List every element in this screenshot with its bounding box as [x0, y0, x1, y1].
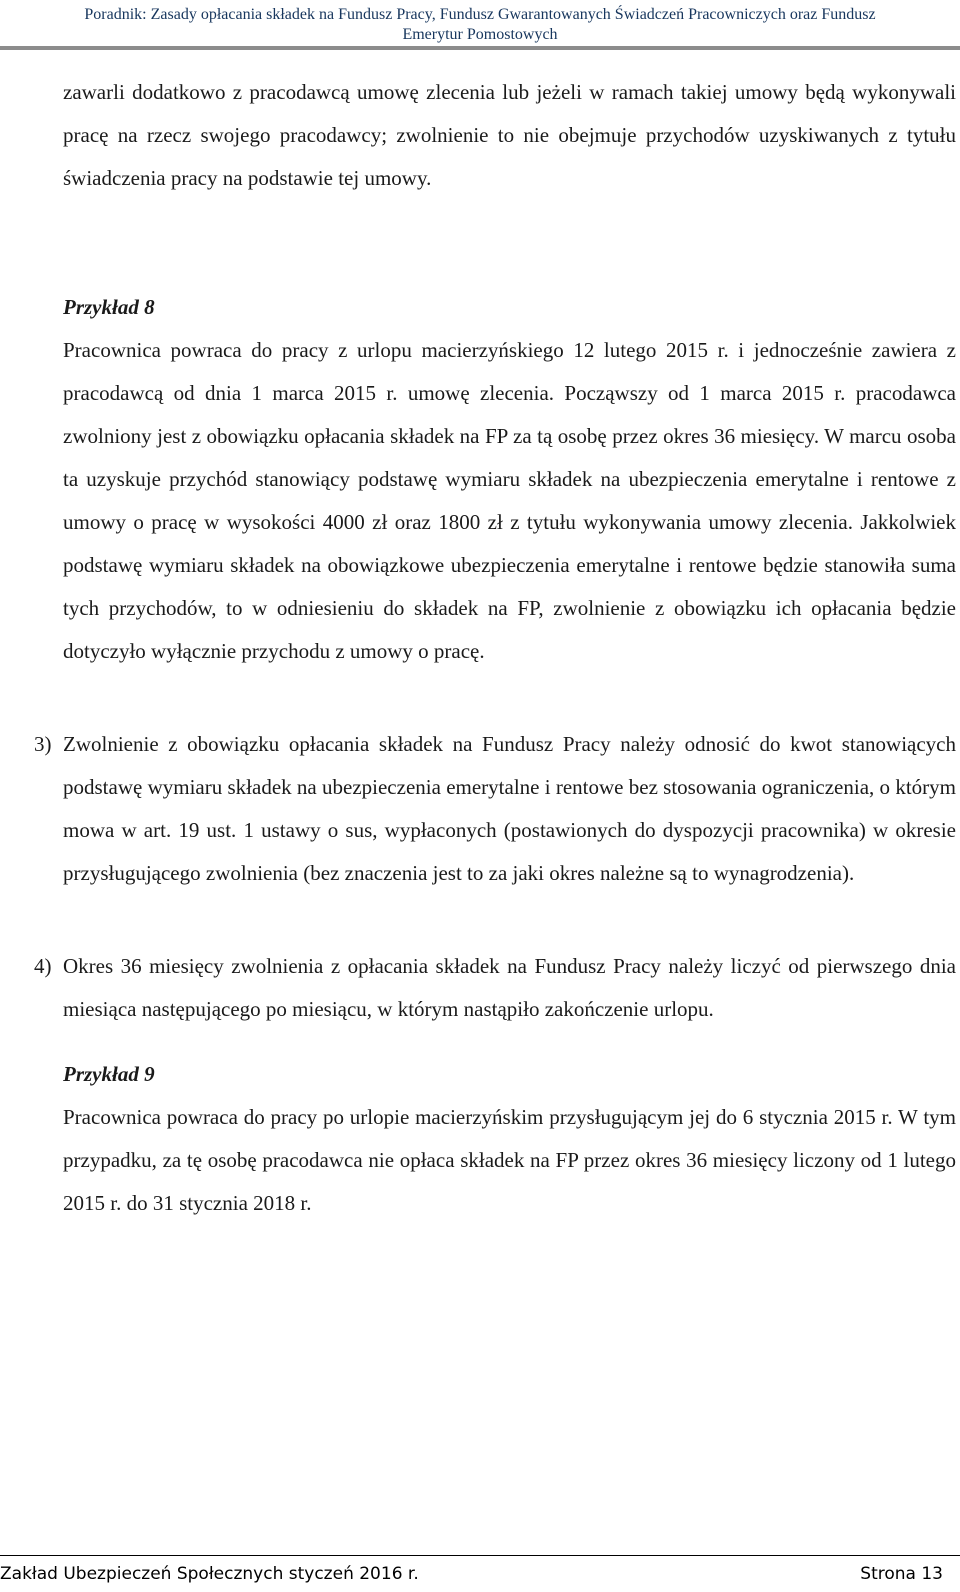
example-9-text: Pracownica powraca do pracy po urlopie macierzyńskim przysługującym jej do 6 stycznia 2015 r. W tym przypadku, za tę osobę pracodawca nie opłaca składek na FP przez okres 36 miesięcy liczony od 1 lutego 2015 r. do 31 stycznia 2018 r.	[63, 1105, 956, 1215]
example-9-title: Przykład 9	[63, 1062, 155, 1086]
page-number: Strona 13	[860, 1564, 943, 1584]
page-header	[0, 0, 960, 50]
header-divider	[0, 46, 960, 50]
page-content	[34, 71, 956, 1225]
intro-paragraph: zawarli dodatkowo z pracodawcą umowę zlecenia lub jeżeli w ramach takiej umowy będą wykonywali pracę na rzecz swojego pracodawcy; zwolnienie to nie obejmuje przychodów uzyskiwanych z tytułu świadczenia pracy na podstawie tej umowy.	[63, 80, 956, 190]
header-title-line-1: Poradnik: Zasady opłacania składek na Fundusz Pracy, Fundusz Gwarantowanych Świadczeń Pracowniczych oraz Fundusz	[84, 6, 876, 23]
list-item-3-text: Zwolnienie z obowiązku opłacania składek na Fundusz Pracy należy odnosić do kwot stanowiących podstawę wymiaru składek na ubezpieczenia emerytalne i rentowe bez stosowania ograniczenia, o którym mowa w art. 19 ust. 1 ustawy o sus, wypłaconych (postawionych do dyspozycji pracownika) w okresie przysługującego zwolnienia (bez znaczenia jest to za jaki okres należne są to wynagrodzenia).	[63, 732, 956, 885]
example-8-text: Pracownica powraca do pracy z urlopu macierzyńskiego 12 lutego 2015 r. i jednocześnie zawiera z pracodawcą od dnia 1 marca 2015 r. umowę zlecenia. Począwszy od 1 marca 2015 r. pracodawca zwolniony jest z obowiązku opłacania składek na FP za tą osobę przez okres 36 miesięcy. W marcu osoba ta uzyskuje przychód stanowiący podstawę wymiaru składek na ubezpieczenia emerytalne i rentowe z umowy o pracę w wysokości 4000 zł oraz 1800 zł z tytułu wykonywania umowy zlecenia. Jakkolwiek podstawę wymiaru składek na obowiązkowe ubezpieczenia emerytalne i rentowe będzie stanowiła suma tych przychodów, to w odniesieniu do składek na FP, zwolnienie z obowiązku ich opłacania będzie dotyczyło wyłącznie przychodu z umowy o pracę.	[63, 338, 956, 663]
list-item-4-text: Okres 36 miesięcy zwolnienia z opłacania składek na Fundusz Pracy należy liczyć od pierwszego dnia miesiąca następującego po miesiącu, w którym nastąpiło zakończenie urlopu.	[63, 954, 956, 1021]
page-footer	[0, 1560, 960, 1590]
list-item-3-number: 3)	[34, 732, 52, 756]
list-item-4-number: 4)	[34, 954, 52, 978]
example-8-title: Przykład 8	[63, 295, 155, 319]
header-title-line-2: Emerytur Pomostowych	[402, 26, 558, 43]
footer-divider	[0, 1555, 960, 1556]
list-item-3	[34, 723, 956, 895]
footer-organization-date: Zakład Ubezpieczeń Społecznych styczeń 2016 r.	[0, 1564, 419, 1584]
list-item-4	[34, 945, 956, 1031]
